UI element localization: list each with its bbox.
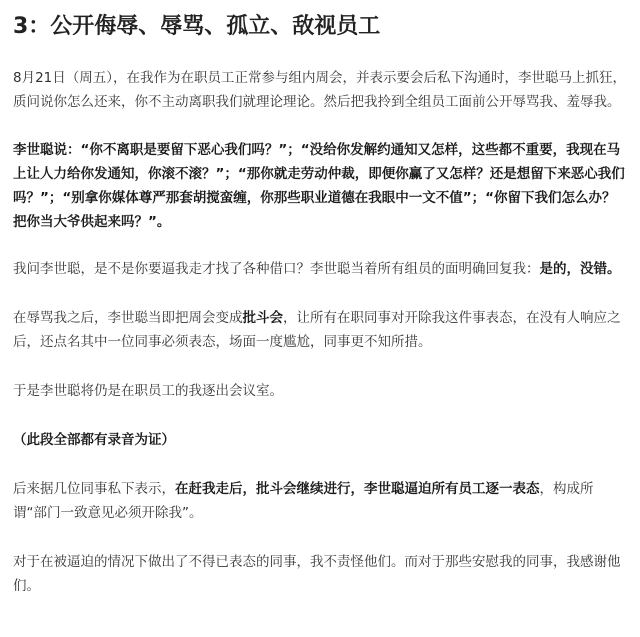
paragraph-question bbox=[13, 257, 627, 281]
paragraph-expelled: 于是李世聪将仍是在职员工的我逐出会议室。 bbox=[13, 383, 283, 399]
paragraph-quotes: 李世聪说：“你不离职是要留下恶心我们吗？”；“没给你发解约通知又怎样，这些都不重要，我现在马上让人力给你发通知，你滚不滚？”；“那你就走劳动仲裁，即便你赢了又怎样？还是想留下来恶心我们吗？”；“别拿你媒体尊严那套胡搅蛮缠，你那些职业道德在我眼中一文不值”；“你留下我们怎么办？把你当大爷供起来吗？”。 bbox=[13, 142, 625, 230]
paragraph-struggle-after: ，让所有在职同事对开除我这件事表态，在没有人响应之后，还点名其中一位同事必须表态，场面一度尴尬，同事更不知所措。 bbox=[13, 310, 621, 350]
paragraph-colleagues-bold: 在赶我走后，批斗会继续进行，李世聪逼迫所有员工逐一表态 bbox=[175, 481, 540, 497]
paragraph-question-bold: 是的，没错。 bbox=[539, 261, 621, 277]
paragraph-question-text: 我问李世聪，是不是你要逼我走才找了各种借口？李世聪当着所有组员的面明确回复我： bbox=[13, 261, 540, 277]
paragraph-struggle-bold: 批斗会 bbox=[242, 310, 283, 326]
section-heading: 3：公开侮辱、辱骂、孤立、敌视员工 bbox=[13, 14, 381, 39]
paragraph-struggle-before: 在辱骂我之后，李世聪当即把周会变成 bbox=[13, 310, 243, 326]
paragraph-colleagues-before: 后来据几位同事私下表示， bbox=[13, 481, 175, 497]
paragraph-thanks: 对于在被逼迫的情况下做出了不得已表态的同事，我不责怪他们。而对于那些安慰我的同事，我感谢他们。 bbox=[13, 554, 621, 594]
paragraph-struggle-session bbox=[13, 306, 627, 354]
paragraph-recording-note: （此段全部都有录音为证） bbox=[13, 432, 175, 448]
paragraph-meeting-date: 8月21日（周五），在我作为在职员工正常参与组内周会，并表示要会后私下沟通时，李世聪马上抓狂，质问说你怎么还来，你不主动离职我们就理论理论。然后把我拎到全组员工面前公开辱骂我、羞辱我。 bbox=[13, 70, 627, 110]
paragraph-colleagues-after: ，构成所谓“部门一致意见必须开除我”。 bbox=[13, 481, 594, 521]
paragraph-colleagues bbox=[13, 477, 627, 525]
